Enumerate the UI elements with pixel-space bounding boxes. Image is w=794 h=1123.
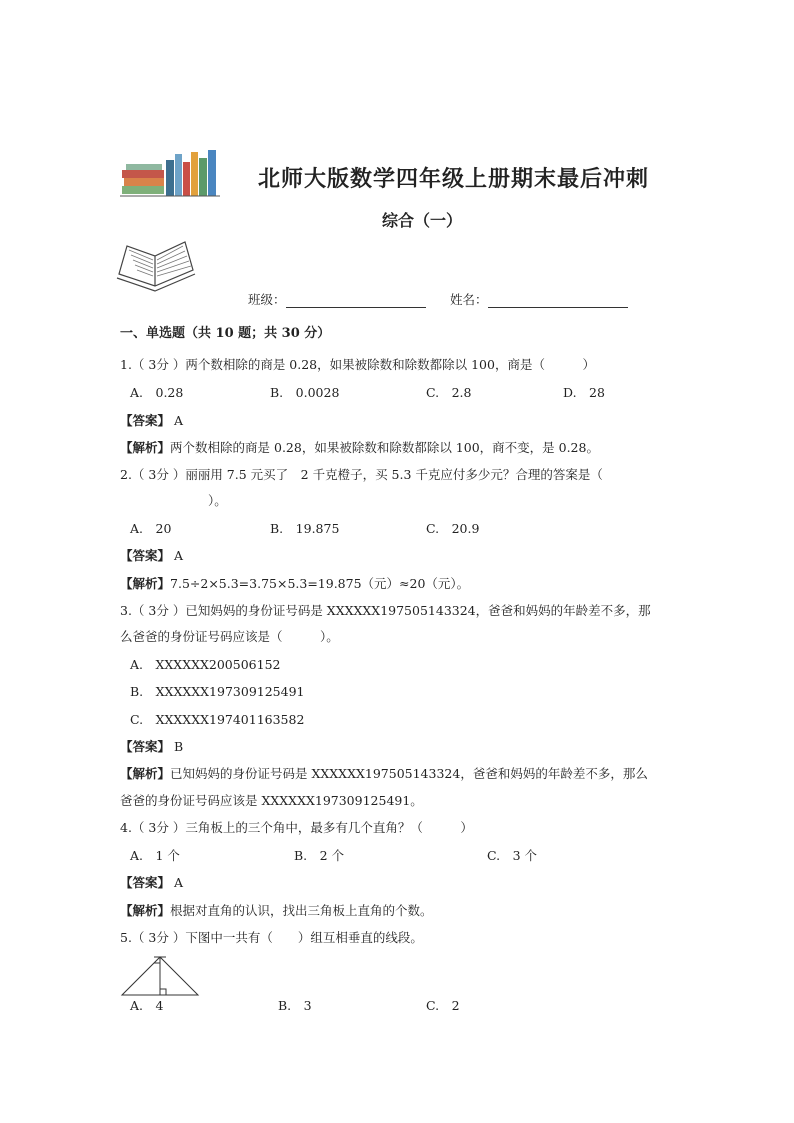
option-c[interactable]: C. 2 [426, 998, 460, 1013]
triangle-figure [120, 955, 202, 997]
name-label: 姓名： [450, 292, 488, 307]
books-icon [120, 148, 220, 198]
question-text: 三角板上的三个角中，最多有几个直角？（ ） [185, 820, 473, 835]
option-c[interactable]: C. 2.8 [426, 385, 472, 400]
answer-label: 【答案】 [120, 875, 171, 890]
question-number: 3.（ 3分 ） [120, 603, 186, 618]
answer-label: 【答案】 [120, 548, 171, 563]
class-label: 班级： [248, 292, 286, 307]
analysis-label: 【解析】 [120, 766, 171, 781]
open-book-icon [115, 236, 197, 296]
question-text-cont: ）。 [208, 493, 227, 508]
answer-label: 【答案】 [120, 413, 171, 428]
question-1 [120, 357, 595, 373]
page-subtitle: 综合（一） [382, 211, 463, 230]
question-text: 丽丽用 7.5 元买了 2 千克橙子，买 5.3 千克应付多少元？合理的答案是（ [185, 467, 603, 482]
option-c[interactable]: C. 20.9 [426, 521, 480, 536]
question-3 [120, 603, 651, 619]
question-2 [120, 467, 603, 483]
analysis-label: 【解析】 [120, 903, 171, 918]
answer-value: A [174, 548, 184, 563]
option-b[interactable]: B. 2 个 [294, 848, 345, 863]
option-b[interactable]: B. 19.875 [270, 521, 340, 536]
class-field[interactable] [286, 307, 426, 308]
question-number: 4.（ 3分 ） [120, 820, 186, 835]
analysis-text-cont: 爸爸的身份证号码应该是 XXXXXX197309125491。 [120, 793, 423, 808]
analysis-text: 7.5÷2×5.3=3.75×5.3=19.875（元）≈20（元）。 [170, 576, 470, 591]
option-b[interactable]: B. 0.0028 [270, 385, 340, 400]
question-number: 1.（ 3分 ） [120, 357, 186, 372]
analysis-text: 已知妈妈的身份证号码是 XXXXXX197505143324，爸爸和妈妈的年龄差不多，那么 [170, 766, 648, 781]
answer-value: A [174, 413, 184, 428]
analysis-label: 【解析】 [120, 440, 171, 455]
option-a[interactable]: A. XXXXXX200506152 [130, 657, 281, 672]
option-a[interactable]: A. 4 [130, 998, 164, 1013]
name-field[interactable] [488, 307, 628, 308]
option-a[interactable]: A. 1 个 [130, 848, 180, 863]
answer-value: B [174, 739, 184, 754]
question-text: 下图中一共有（ ）组互相垂直的线段。 [185, 930, 423, 945]
option-c[interactable]: C. XXXXXX197401163582 [130, 712, 305, 727]
section-heading: 一、单选题（共 10 题；共 30 分） [120, 326, 331, 341]
question-number: 5.（ 3分 ） [120, 930, 186, 945]
analysis-block [120, 766, 648, 782]
option-c[interactable]: C. 3 个 [487, 848, 538, 863]
analysis-text: 两个数相除的商是 0.28，如果被除数和除数都除以 100，商不变，是 0.28。 [170, 440, 599, 455]
option-d[interactable]: D. 28 [563, 385, 605, 400]
analysis-label: 【解析】 [120, 576, 171, 591]
page-title: 北师大版数学四年级上册期末最后冲刺 [258, 166, 650, 192]
answer-value: A [174, 875, 184, 890]
question-text: 已知妈妈的身份证号码是 XXXXXX197505143324，爸爸和妈妈的年龄差不多，那 [185, 603, 651, 618]
option-b[interactable]: B. XXXXXX197309125491 [130, 684, 305, 699]
option-a[interactable]: A. 20 [130, 521, 172, 536]
analysis-text: 根据对直角的认识，找出三角板上直角的个数。 [170, 903, 433, 918]
answer-label: 【答案】 [120, 739, 171, 754]
option-b[interactable]: B. 3 [278, 998, 312, 1013]
question-text: 两个数相除的商是 0.28，如果被除数和除数都除以 100，商是（ ） [185, 357, 595, 372]
question-4 [120, 820, 473, 836]
question-5 [120, 930, 423, 946]
question-text-cont: 么爸爸的身份证号码应该是（ ）。 [120, 629, 339, 644]
option-a[interactable]: A. 0.28 [130, 385, 184, 400]
question-number: 2.（ 3分 ） [120, 467, 186, 482]
